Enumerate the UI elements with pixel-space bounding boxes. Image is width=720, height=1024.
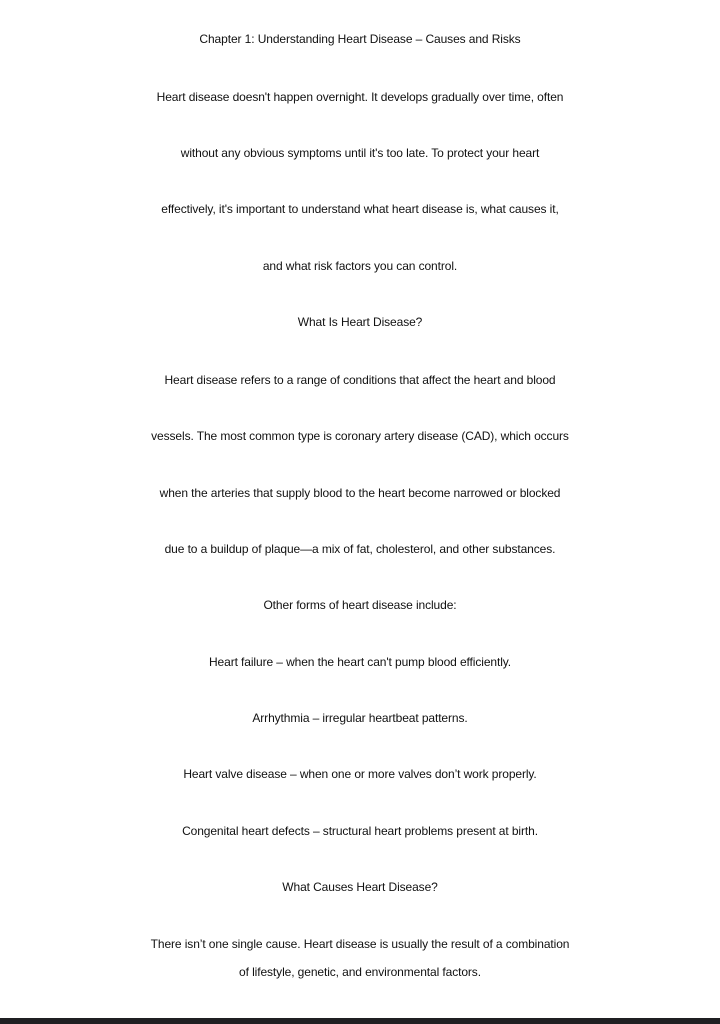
other-form-item: Heart failure – when the heart can't pump blood efficiently. <box>208 655 512 669</box>
section2-line-2: of lifestyle, genetic, and environmental factors. <box>239 965 481 979</box>
section1-line-2: vessels. The most common type is coronary artery disease (CAD), which occurs <box>151 429 569 443</box>
intro-line-2: without any obvious symptoms until it's too late. To protect your heart <box>180 146 540 160</box>
section-heading-causes: What Causes Heart Disease? <box>282 880 438 894</box>
other-form-item: Arrhythmia – irregular heartbeat patterns. <box>252 711 468 725</box>
bottom-bar <box>0 1018 720 1024</box>
other-form-item: Congenital heart defects – structural heart problems present at birth. <box>182 824 538 838</box>
section2-line-1: There isn’t one single cause. Heart disease is usually the result of a combination <box>150 937 570 951</box>
intro-line-3: effectively, it's important to understand what heart disease is, what causes it, <box>161 202 559 216</box>
other-forms-heading: Other forms of heart disease include: <box>263 598 457 612</box>
section-heading-what-is: What Is Heart Disease? <box>297 315 423 329</box>
other-form-item: Heart valve disease – when one or more valves don’t work properly. <box>183 767 537 781</box>
section1-line-1: Heart disease refers to a range of conditions that affect the heart and blood <box>164 373 556 387</box>
intro-line-4: and what risk factors you can control. <box>262 259 458 273</box>
chapter-title: Chapter 1: Understanding Heart Disease – Causes and Risks <box>199 32 521 46</box>
section1-line-3: when the arteries that supply blood to the heart become narrowed or blocked <box>159 486 561 500</box>
section1-line-4: due to a buildup of plaque—a mix of fat, cholesterol, and other substances. <box>164 542 556 556</box>
intro-line-1: Heart disease doesn't happen overnight. It develops gradually over time, often <box>156 90 564 104</box>
